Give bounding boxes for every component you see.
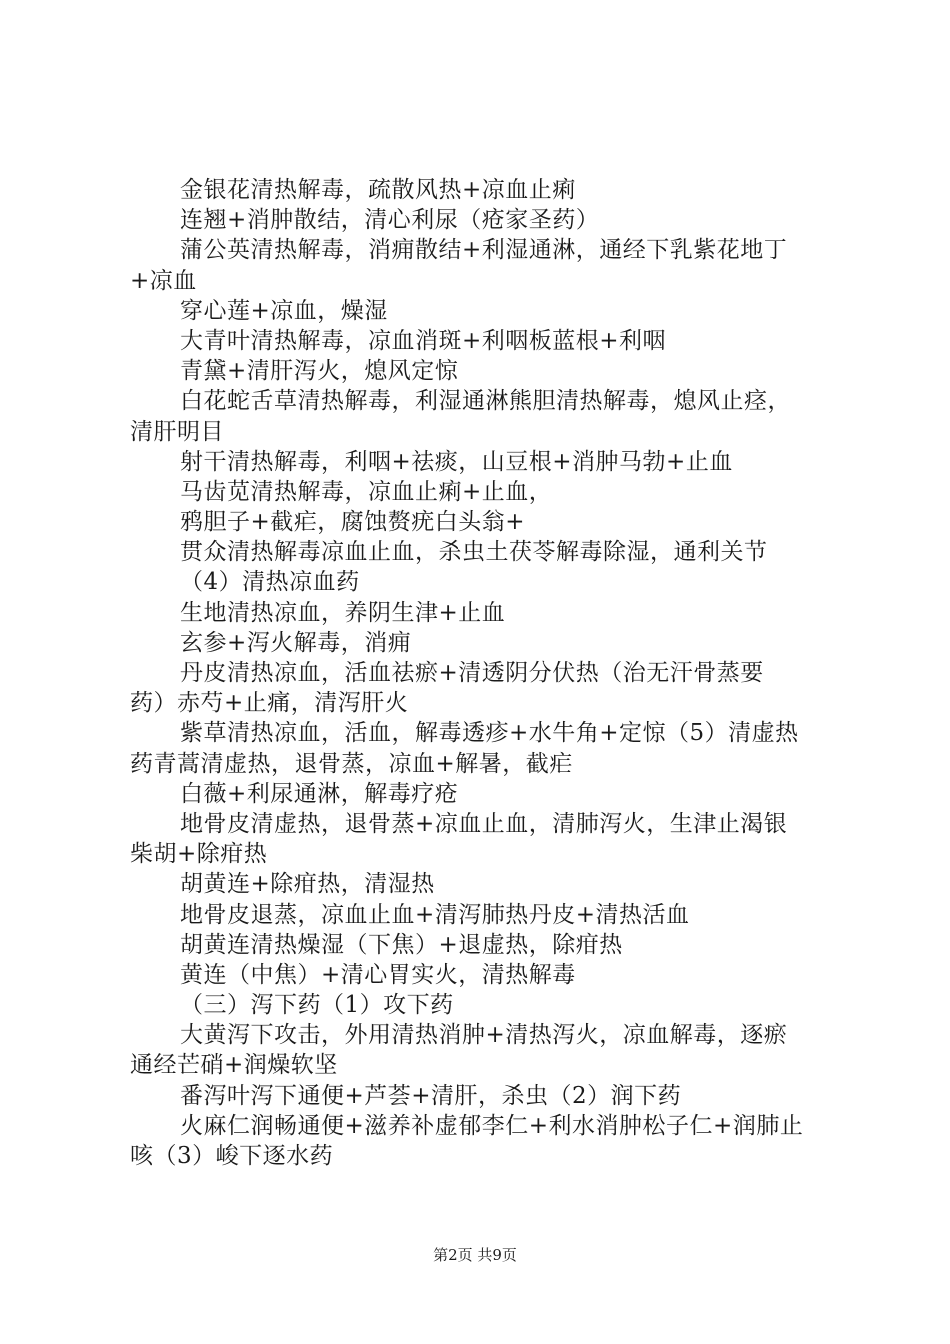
text-line: 火麻仁润畅通便+滋养补虚郁李仁+利水消肿松子仁+润肺止: [180, 1112, 804, 1139]
text-line: 药青蒿清虚热，退骨蒸，凉血+解暑，截疟: [130, 750, 573, 777]
text-line: 青黛+清肝泻火，熄风定惊: [180, 358, 459, 385]
text-line: 贯众清热解毒凉血止血，杀虫土茯苓解毒除湿，通利关节: [180, 539, 768, 566]
text-line: 大青叶清热解毒，凉血消斑+利咽板蓝根+利咽: [180, 327, 667, 354]
text-line: 胡黄连+除疳热，清湿热: [180, 871, 435, 898]
text-line: 胡黄连清热燥湿（下焦）+退虚热，除疳热: [180, 931, 623, 958]
text-line: 黄连（中焦）+清心胃实火，清热解毒: [180, 961, 576, 988]
page-footer: 第2页 共9页: [433, 1246, 517, 1264]
text-line: 地骨皮退蒸，凉血止血+清泻肺热丹皮+清热活血: [180, 901, 690, 928]
text-line: （三）泻下药（1）攻下药: [180, 992, 454, 1019]
text-line: 生地清热凉血，养阴生津+止血: [180, 599, 506, 626]
text-line: 白花蛇舌草清热解毒，利湿通淋熊胆清热解毒，熄风止痉，: [180, 388, 791, 415]
text-line: 连翘+消肿散结，清心利尿（疮家圣药）: [180, 207, 600, 234]
text-line: 柴胡+除疳热: [130, 841, 268, 868]
text-line: 地骨皮清虚热，退骨蒸+凉血止血，清肺泻火，生津止渴银: [180, 810, 788, 837]
text-line: 马齿苋清热解毒，凉血止痢+止血，: [180, 478, 553, 505]
text-line: 穿心莲+凉血，燥湿: [180, 297, 388, 324]
text-line: 大黄泻下攻击，外用清热消肿+清热泻火，凉血解毒，逐瘀: [180, 1022, 788, 1049]
text-line: 丹皮清热凉血，活血祛瘀+清透阴分伏热（治无汗骨蒸要: [180, 660, 764, 686]
text-line: 金银花清热解毒，疏散风热+凉血止痢: [180, 177, 576, 203]
text-line: 鸦胆子+截疟，腐蚀赘疣白头翁+: [180, 509, 526, 536]
text-line: 通经芒硝+润燥软坚: [130, 1052, 338, 1079]
text-line: 药）赤芍+止痛，清泻肝火: [130, 690, 409, 717]
text-line: 玄参+泻火解毒，消痈: [180, 629, 412, 656]
text-line: 射干清热解毒，利咽+祛痰，山豆根+消肿马勃+止血: [180, 448, 733, 475]
text-line: 紫草清热凉血，活血，解毒透疹+水牛角+定惊（5）清虚热: [180, 720, 799, 747]
text-line: 蒲公英清热解毒，消痈散结+利湿通淋，通经下乳紫花地丁: [180, 237, 788, 264]
text-line: 咳（3）峻下逐水药: [130, 1143, 334, 1169]
text-line: 清肝明目: [130, 418, 224, 445]
text-line: （4）清热凉血药: [180, 569, 360, 596]
text-line: 番泻叶泻下通便+芦荟+清肝，杀虫（2）润下药: [180, 1082, 682, 1109]
text-line: 白薇+利尿通淋，解毒疗疮: [180, 780, 459, 807]
text-line: +凉血: [130, 267, 197, 294]
document-body: [130, 175, 830, 1171]
